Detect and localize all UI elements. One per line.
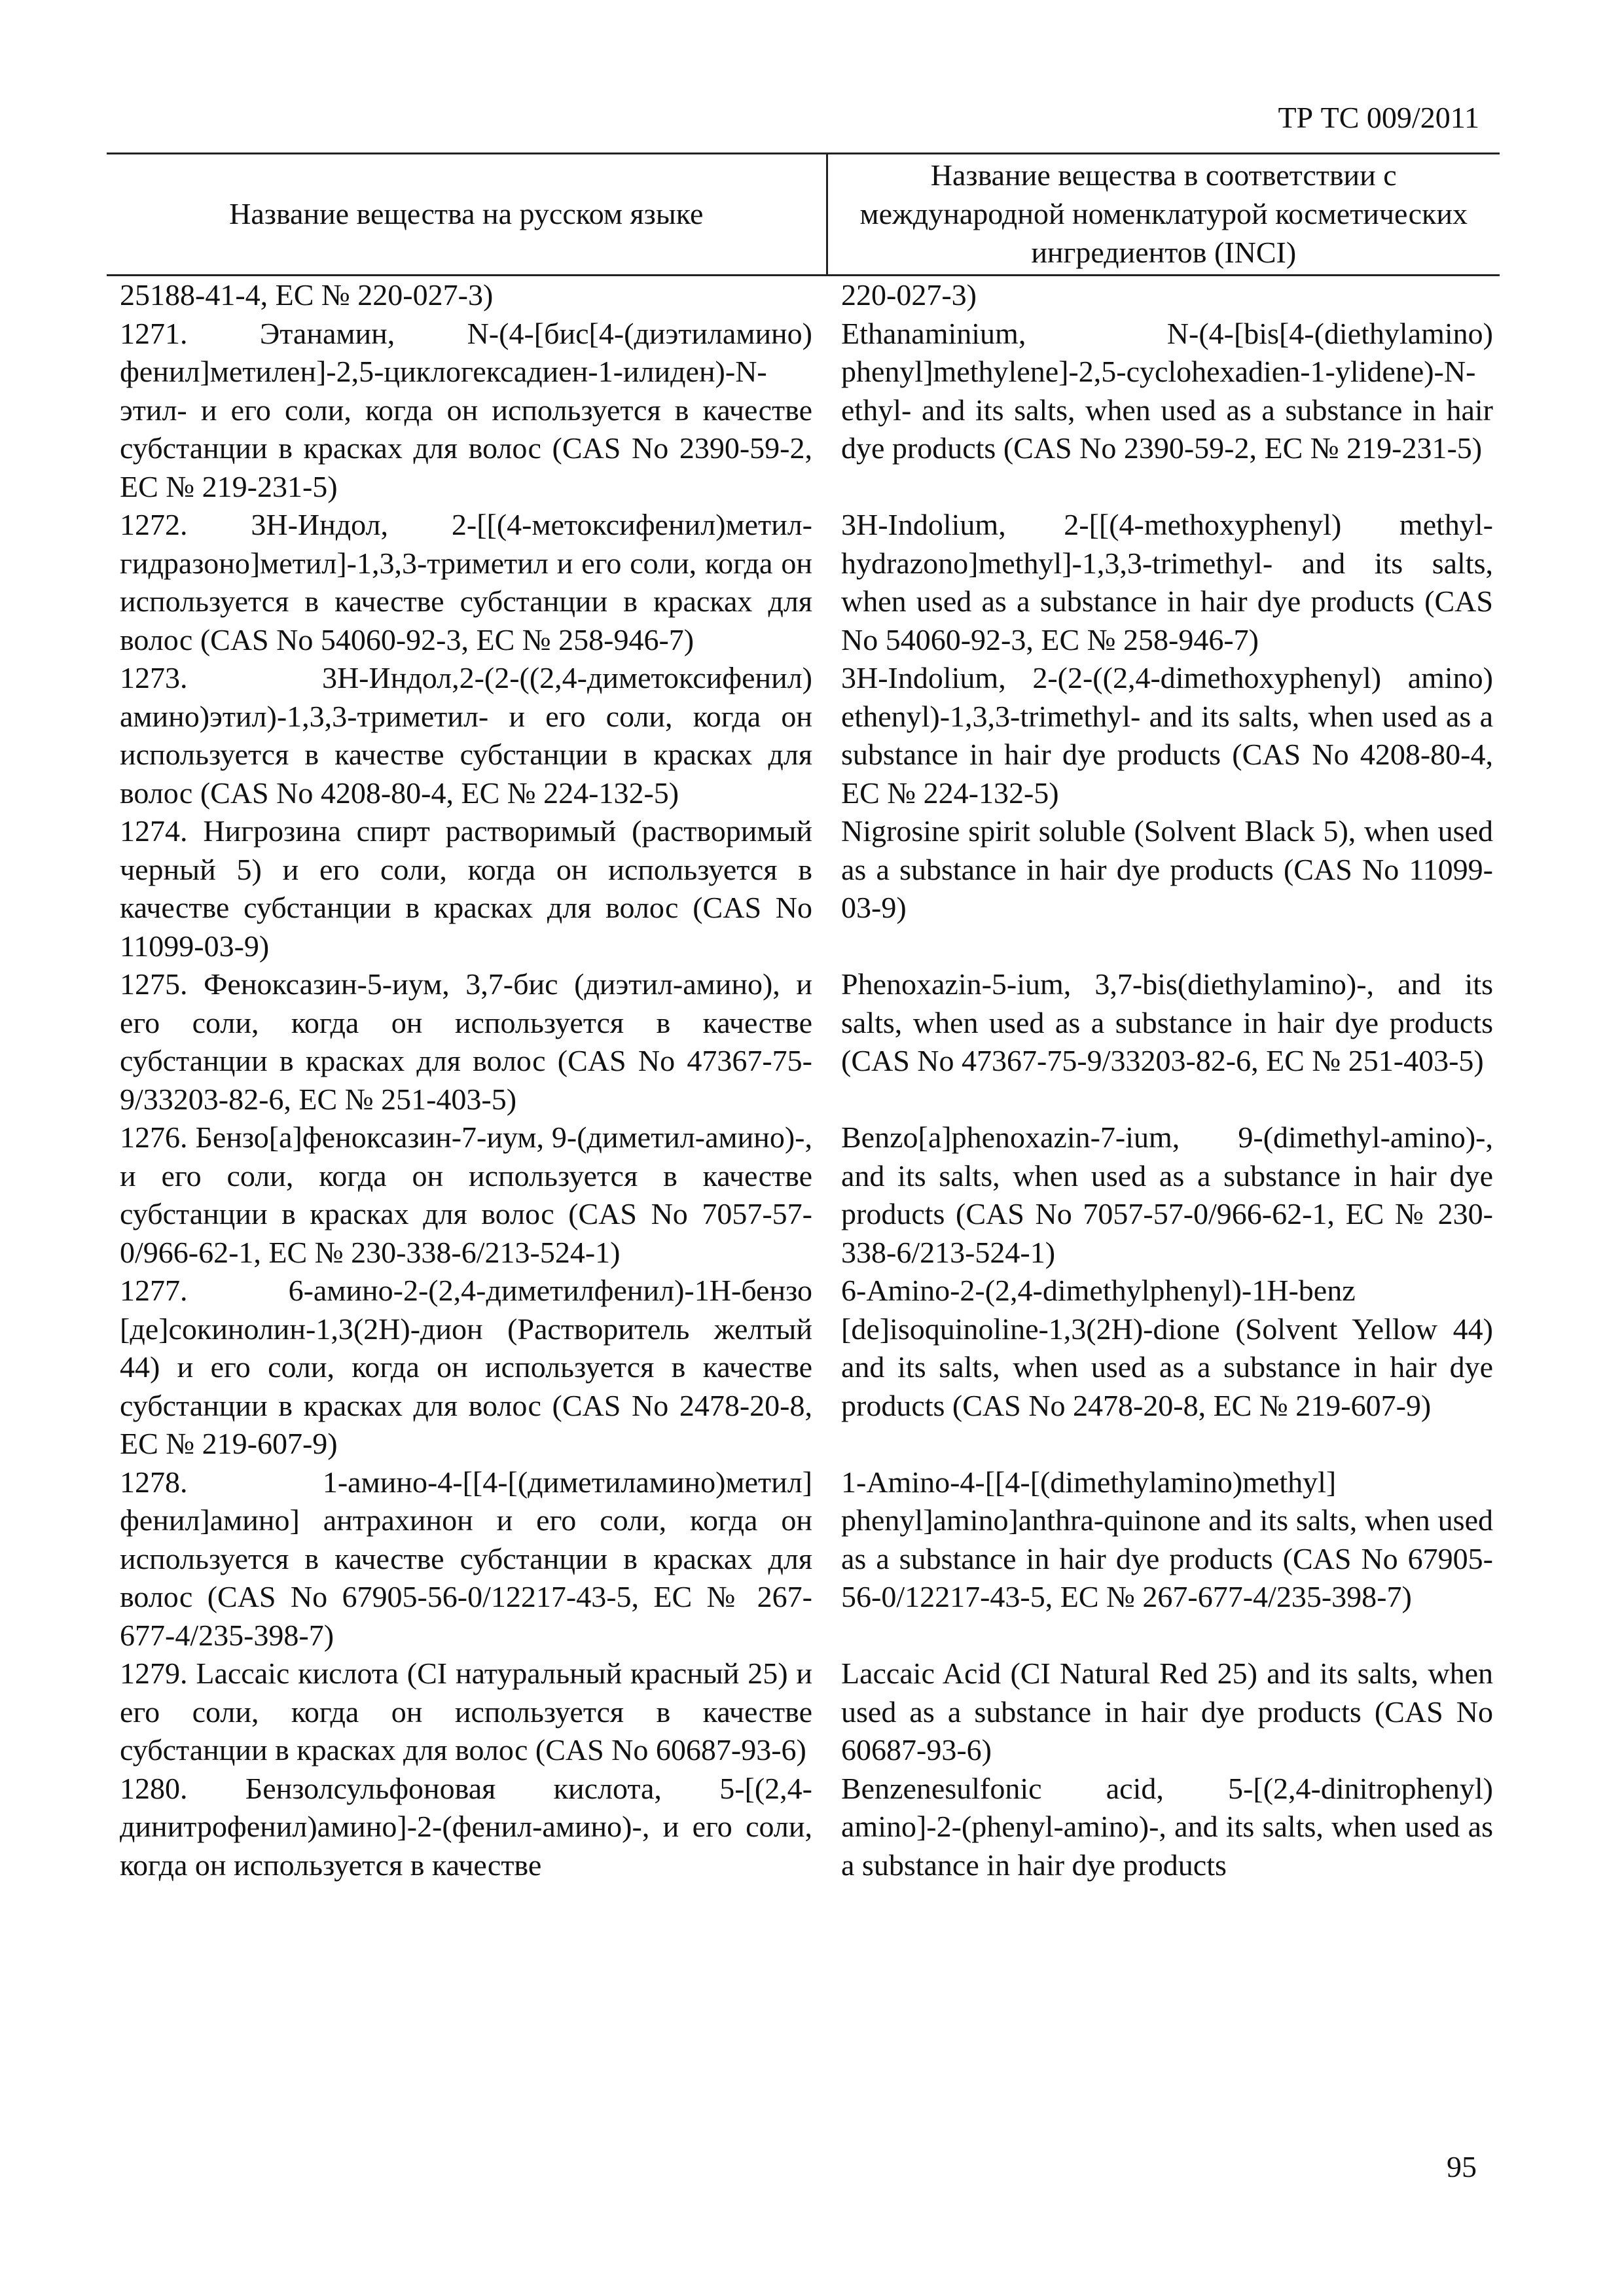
substance-name-russian: 1271. Этанамин, N-(4-[бис[4-(диэтиламино) фенил]метилен]-2,5-циклогексадиен-1-илиден)-N-этил- и его соли, когда он используется в качестве субстанции в красках для волос (CAS No 2390-59-2, ЕС № 219-231-5) [120,316,812,503]
substance-name-inci: Phenoxazin-5-ium, 3,7-bis(diethylamino)-, and its salts, when used as a substance in hair dye products (CAS No 47367-75-9/33203-82-6, EC № 251-403-5) [841,967,1493,1077]
table-header-row [107,154,1500,276]
substance-name-inci: 3H-Indolium, 2-[[(4-methoxyphenyl) methyl-hydrazono]methyl]-1,3,3-trimethyl- and its salts, when used as a substance in hair dye products (CAS No 54060-92-3, EC № 258-946-7) [841,508,1493,656]
substance-name-inci: 3H-Indolium, 2-(2-((2,4-dimethoxyphenyl) amino) ethenyl)-1,3,3-trimethyl- and its salts, when used as a substance in hair dye products (CAS No 4208-80-4, EC № 224-132-5) [841,661,1493,810]
substance-name-russian: 1273. 3Н-Индол,2-(2-((2,4-диметоксифенил) амино)этил)-1,3,3-триметил- и его соли, когда он используется в качестве субстанции в красках для волос (CAS No 4208-80-4, ЕС № 224-132-5) [120,661,812,810]
table-row [107,506,1500,659]
table-body [107,276,1500,1885]
substance-name-inci: 220-027-3) [841,278,977,312]
substance-name-inci: Benzenesulfonic acid, 5-[(2,4-dinitrophenyl) amino]-2-(phenyl-amino)-, and its salts, when used as a substance in hair dye products [841,1771,1493,1882]
column-header-inci: Название вещества в соответствии с международной номенклатурой косметических ингредиентов (INCI) [827,154,1500,276]
substance-name-inci: Laccaic Acid (CI Natural Red 25) and its salts, when used as a substance in hair dye products (CAS No 60687-93-6) [841,1657,1493,1767]
column-header-russian: Название вещества на русском языке [107,154,827,276]
substance-name-russian: 25188-41-4, ЕС № 220-027-3) [120,278,494,312]
substance-name-russian: 1272. 3Н-Индол, 2-[[(4-метоксифенил)метил-гидразоно]метил]-1,3,3-триметил и его соли, когда он используется в качестве субстанции в красках для волос (CAS No 54060-92-3, ЕС № 258-946-7) [120,508,812,656]
substance-name-inci: Benzo[a]phenoxazin-7-ium, 9-(dimethyl-amino)-, and its salts, when used as a substance in hair dye products (CAS No 7057-57-0/966-62-1, EC № 230-338-6/213-524-1) [841,1121,1493,1269]
table-row [107,1770,1500,1885]
page-number: 95 [1447,2150,1477,2183]
substance-name-russian: 1279. Laccaic кислота (CI натуральный красный 25) и его соли, когда он используется в качестве субстанции в красках для волос (CAS No 60687-93-6) [120,1657,812,1767]
substance-name-inci: 6-Amino-2-(2,4-dimethylphenyl)-1H-benz [de]isoquinoline-1,3(2H)-dione (Solvent Yellow 44) and its salts, when used as a substance in hair dye products (CAS No 2478-20-8, EC № 219-607-9) [841,1274,1493,1422]
substance-name-inci: Nigrosine spirit soluble (Solvent Black 5), when used as a substance in hair dye products (CAS No 11099-03-9) [841,814,1493,924]
table-row [107,965,1500,1119]
substance-table [107,152,1500,1884]
substance-name-russian: 1276. Бензо[а]феноксазин-7-иум, 9-(диметил-амино)-, и его соли, когда он используется в качестве субстанции в красках для волос (CAS No 7057-57-0/966-62-1, ЕС № 230-338-6/213-524-1) [120,1121,812,1269]
document-code: ТР ТС 009/2011 [1278,101,1479,134]
table-row [107,1463,1500,1655]
table-row [107,659,1500,812]
substance-name-russian: 1280. Бензолсульфоновая кислота, 5-[(2,4-динитрофенил)амино]-2-(фенил-амино)-, и его соли, когда он используется в качестве [120,1771,812,1882]
substance-name-inci: Ethanaminium, N-(4-[bis[4-(diethylamino) phenyl]methylene]-2,5-cyclohexadien-1-ylidene)-N-ethyl- and its salts, when used as a substance in hair dye products (CAS No 2390-59-2, EC № 219-231-5) [841,316,1493,465]
table-row [107,276,1500,315]
substance-name-russian: 1274. Нигрозина спирт растворимый (растворимый черный 5) и его соли, когда он используется в качестве субстанции в красках для волос (CAS No 11099-03-9) [120,814,812,963]
table-row [107,1272,1500,1463]
table-row [107,1119,1500,1272]
substance-name-russian: 1278. 1-амино-4-[[4-[(диметиламино)метил] фенил]амино] антрахинон и его соли, когда он используется в качестве субстанции в красках для волос (CAS No 67905-56-0/12217-43-5, ЕС № 267-677-4/235-398-7) [120,1465,812,1652]
substance-name-inci: 1-Amino-4-[[4-[(dimethylamino)methyl] phenyl]amino]anthra-quinone and its salts, when used as a substance in hair dye products (CAS No 67905-56-0/12217-43-5, EC № 267-677-4/235-398-7) [841,1465,1493,1613]
substance-name-russian: 1277. 6-амино-2-(2,4-диметилфенил)-1Н-бензо [де]сокинолин-1,3(2Н)-дион (Растворитель желтый 44) и его соли, когда он используется в качестве субстанции в красках для волос (CAS No 2478-20-8, ЕС № 219-607-9) [120,1274,812,1460]
table-row [107,812,1500,965]
substance-name-russian: 1275. Феноксазин-5-иум, 3,7-бис (диэтил-амино), и его соли, когда он используется в качестве субстанции в красках для волос (CAS No 47367-75-9/33203-82-6, ЕС № 251-403-5) [120,967,812,1116]
table-row [107,315,1500,507]
table-row [107,1655,1500,1770]
